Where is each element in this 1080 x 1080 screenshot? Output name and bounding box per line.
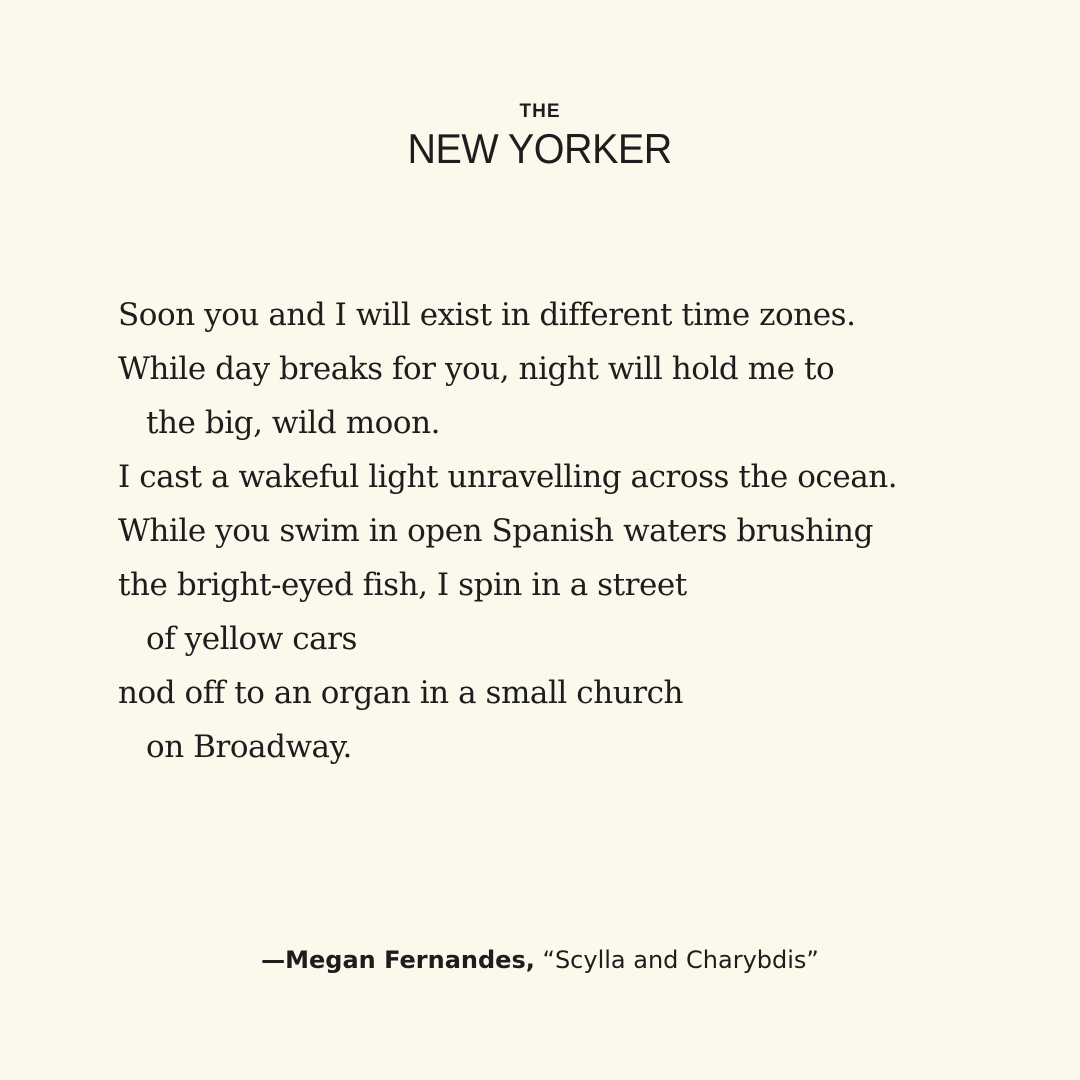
masthead-name: NEW YORKER: [407, 125, 673, 172]
poem-line: While day breaks for you, night will hold me to: [118, 351, 835, 387]
attribution-title: “Scylla and Charybdis”: [542, 946, 819, 974]
poem-line: nod off to an organ in a small church: [118, 675, 684, 711]
poem-line: While you swim in open Spanish waters brushing: [118, 513, 873, 549]
poem-line: the big, wild moon.: [146, 405, 440, 441]
poem-line: of yellow cars: [146, 621, 358, 657]
attribution-author: —Megan Fernandes,: [261, 946, 535, 974]
attribution: [0, 944, 1080, 976]
masthead-logo: [0, 100, 1080, 172]
poem-line: on Broadway.: [146, 729, 352, 765]
masthead-the: THE: [519, 101, 561, 122]
poem-line: I cast a wakeful light unravelling across the ocean.: [118, 459, 898, 495]
poem-line: the bright-eyed fish, I spin in a street: [118, 567, 687, 603]
poem-line: Soon you and I will exist in different time zones.: [118, 297, 856, 333]
poem-excerpt: [118, 288, 1018, 774]
